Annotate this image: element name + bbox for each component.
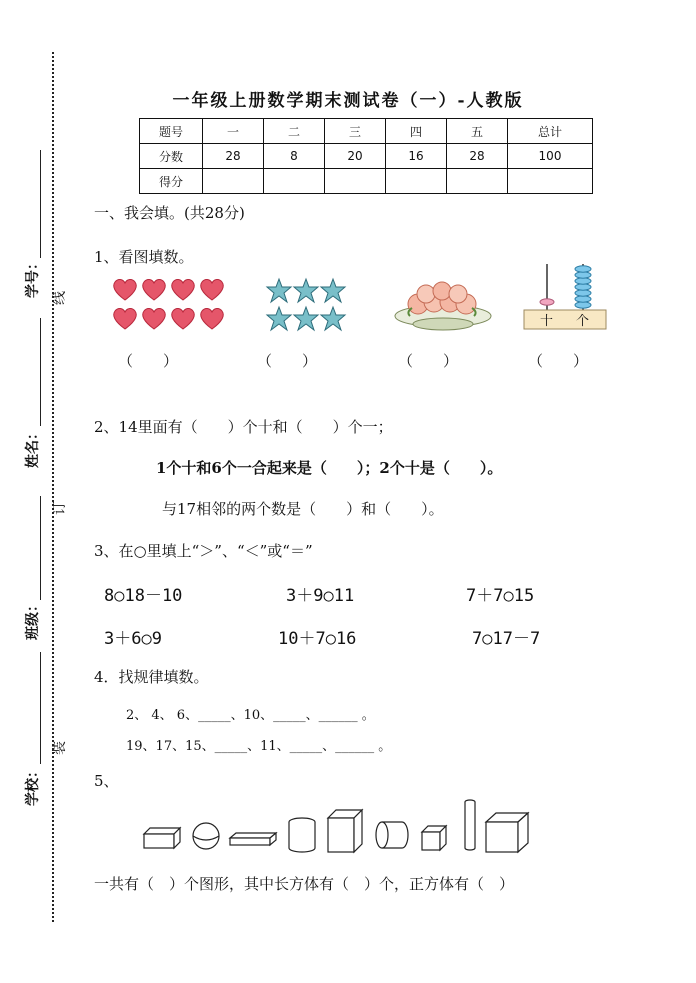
q1-blank-abacus[interactable]: （ ） (528, 352, 589, 370)
score-entry-cell[interactable] (203, 169, 264, 194)
table-cell: 二 (264, 119, 325, 144)
q5-question[interactable]: 一共有（ ）个图形，其中长方体有（ ）个，正方体有（ ） (94, 875, 515, 893)
score-entry-cell[interactable] (325, 169, 386, 194)
q3-item[interactable]: 3＋6○9 (104, 629, 162, 649)
q3-item[interactable]: 7○17－7 (472, 629, 541, 649)
name-rule (40, 318, 41, 426)
q3-item[interactable]: 3＋9○11 (286, 586, 355, 606)
q4-sequence-1[interactable]: 2、 4、 6、_____、10、_____、______ 。 (126, 708, 375, 723)
bind-char-line: 线 (52, 291, 68, 305)
binding-dotted-line (52, 52, 54, 922)
page-title: 一年级上册数学期末测试卷（一）-人教版 (172, 91, 524, 111)
table-cell: 8 (264, 144, 325, 169)
q3-title: 3、在○里填上“＞”、“＜”或“＝” (94, 542, 313, 560)
q3-item[interactable]: 7＋7○15 (466, 586, 535, 606)
table-row (140, 144, 593, 169)
score-entry-cell[interactable] (386, 169, 447, 194)
q1-title: 1、看图填数。 (94, 248, 194, 266)
bind-char-zhuang: 装 (52, 741, 68, 755)
hearts-image (110, 276, 228, 334)
score-table (139, 118, 593, 194)
table-cell: 一 (203, 119, 264, 144)
stars-image (264, 276, 350, 334)
q2-line1[interactable]: 2、14里面有（ ）个十和（ ）个一； (94, 418, 393, 436)
table-cell: 28 (203, 144, 264, 169)
bind-char-ding: 订 (52, 501, 68, 515)
abacus-ones-label: 个 (576, 314, 590, 329)
table-cell: 28 (447, 144, 508, 169)
q4-title: 4．找规律填数。 (94, 668, 209, 686)
score-entry-cell[interactable] (264, 169, 325, 194)
abacus-image (523, 262, 607, 330)
table-cell: 题号 (140, 119, 203, 144)
table-cell: 16 (386, 144, 447, 169)
q3-item[interactable]: 10＋7○16 (278, 629, 357, 649)
q1-blank-hearts[interactable]: （ ） (118, 352, 179, 370)
class-rule (40, 496, 41, 600)
table-cell: 总计 (508, 119, 593, 144)
student-id-label: 学号： (25, 256, 41, 298)
q3-item[interactable]: 8○18－10 (104, 586, 183, 606)
school-label: 学校： (25, 764, 41, 806)
table-row (140, 169, 593, 194)
q2-line3[interactable]: 与17相邻的两个数是（ ）和（ ）。 (162, 500, 444, 518)
score-entry-cell[interactable] (508, 169, 593, 194)
section1-heading: 一、我会填。(共28分) (94, 204, 245, 222)
school-rule (40, 652, 41, 764)
abacus-tens-label: 十 (540, 314, 554, 329)
name-label: 姓名： (25, 426, 41, 468)
q1-blank-peaches[interactable]: （ ） (398, 352, 459, 370)
q5-number: 5、 (94, 772, 119, 790)
table-cell: 100 (508, 144, 593, 169)
table-cell: 分数 (140, 144, 203, 169)
table-cell: 三 (325, 119, 386, 144)
table-cell: 20 (325, 144, 386, 169)
student-id-rule (40, 150, 41, 258)
table-cell: 五 (447, 119, 508, 144)
q1-blank-stars[interactable]: （ ） (257, 352, 318, 370)
table-cell: 得分 (140, 169, 203, 194)
q2-line2[interactable]: 1个十和6个一合起来是（ ）；2个十是（ ）。 (156, 459, 503, 477)
q4-sequence-2[interactable]: 19、17、15、_____、11、_____、______ 。 (126, 739, 392, 754)
peaches-plate-image (392, 278, 494, 334)
table-row (140, 119, 593, 144)
score-entry-cell[interactable] (447, 169, 508, 194)
shapes-image (140, 796, 540, 858)
table-cell: 四 (386, 119, 447, 144)
class-label: 班级： (25, 598, 41, 640)
